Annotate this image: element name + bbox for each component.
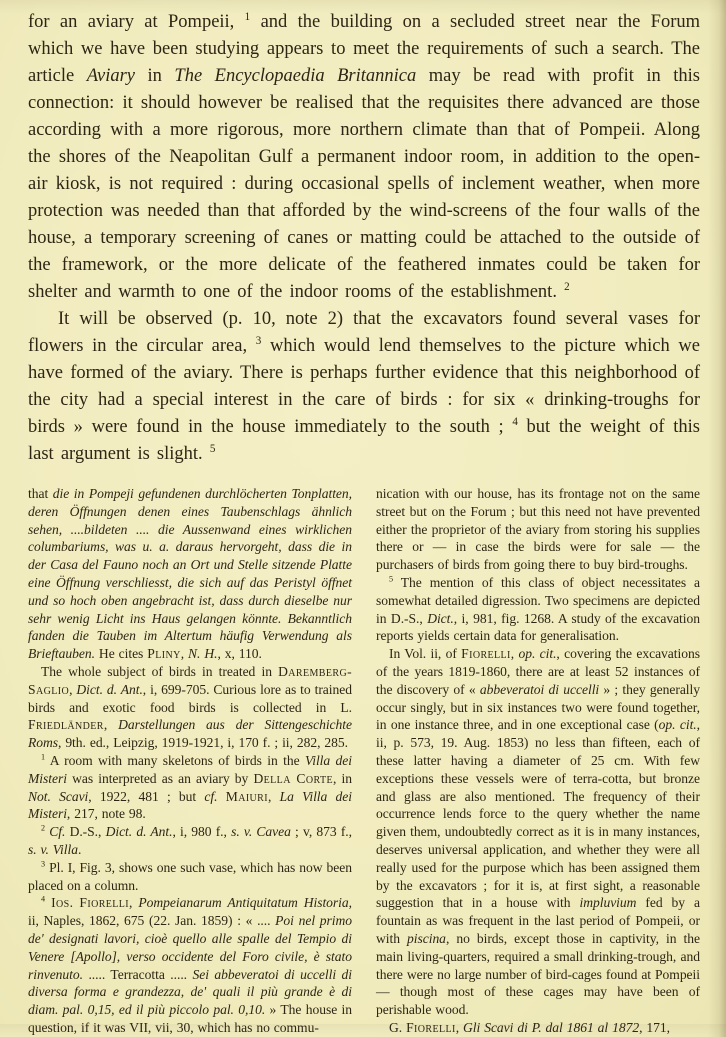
- text-segment: Villa dei Misteri: [28, 752, 353, 786]
- text-segment: The whole subject of birds in treated in: [41, 663, 279, 679]
- text-segment: , 217, note 98.: [66, 806, 146, 822]
- text-segment: may be read with profit in this connection: it should however be realised that the requisites there advanced are those according with a more rigorous, more northern climate than that of Pompeii. Along the shores of the Neapolitan Gulf a permanent indoor room, in addition to the open-air kiosk, is not required : during occasional spells of inclement weather, when more protection was needed than that afforded by the wind-screens of the four walls of the house, a temporary screening of canes or matting could be attached to the outside of the framework, or the more delicate of the feathered inmates could be taken for shelter and warmth to one of the indoor rooms of the establishment.: [28, 66, 700, 302]
- text-segment: ,: [455, 1019, 464, 1035]
- page-text-block: [28, 9, 700, 1037]
- text-segment: for an aviary at Pompeii,: [28, 12, 245, 32]
- text-segment: ,: [69, 681, 77, 697]
- text-segment: Poi nel primo de' designati lavori, cioè quello alle spalle del Tempio di Venere [Apollo], verso occidente del Foro civile, è stato rinvenuto.: [28, 913, 352, 982]
- text-segment: N. H.: [188, 646, 218, 662]
- footnote-5-fiorelli-discussion: [376, 645, 700, 1019]
- footnote-marker: 1: [41, 752, 46, 762]
- text-segment: The Encyclopaedia Britannica: [174, 66, 417, 86]
- text-segment: Gli Scavi di P. dal 1861 al 1872: [463, 1019, 640, 1035]
- text-segment: Not. Scavi: [28, 788, 89, 804]
- footnotes-section: [28, 485, 700, 1037]
- text-segment: Ios.: [51, 895, 74, 911]
- main-text: [28, 9, 700, 468]
- text-segment: , 9th. ed., Leipzig, 1919-1921, i, 170 f. ; ii, 282, 285.: [58, 735, 348, 751]
- text-segment: , 1922, 481 ; but: [88, 788, 205, 804]
- text-segment: but the weight of this last argument is slight.: [28, 417, 700, 464]
- text-segment: ,: [103, 717, 119, 733]
- text-segment: Pompeianarum Antiquitatum Historia: [138, 895, 349, 911]
- footnote-marker: 1: [244, 10, 251, 23]
- text-segment: Daremberg-Saglio: [28, 663, 352, 697]
- text-segment: op. cit.: [518, 646, 557, 662]
- text-segment: abbeveratoi di uccelli: [479, 681, 600, 697]
- text-segment: Dict. d. Ant.: [76, 681, 143, 697]
- text-segment: cf.: [204, 788, 218, 804]
- text-segment: Darstellungen aus der Sittengeschichte Roms: [28, 717, 352, 751]
- footnote-birds-literature: [28, 663, 352, 752]
- main-paragraph-1: [28, 9, 700, 306]
- text-segment: , i, 980 f.,: [172, 824, 232, 840]
- footnote-4-continuation: [376, 485, 700, 574]
- text-segment: , ii, Naples, 1862, 675 (22. Jan. 1859) : « ....: [28, 895, 352, 929]
- text-segment: die in Pompeji gefundenen durchlöcherten Tonplatten, deren Öffnungen denen eines Taubenschlags ähnlich sehen, ....bildeten .... die Aussenwand eines wirklichen columbariums, was u. a. daraus hervorgeht, dass die in der Casa del Fauno noch an Ort und Stelle sitzende Platte eine Öffnung verschliesst, die sich auf das Peristyl öffnet und so hoch oben angebracht ist, dass durch dieselbe nur sehr wenig Licht ins Haus gelangen könnte. Bekanntlich fanden die Tauben im Altertum häufig Verwendung als Brieftauben.: [28, 486, 353, 662]
- main-paragraph-2: [28, 306, 700, 468]
- text-segment: » ; they generally occur singly, but in six instances two were found together, in one instance three, and in one exceptional case (: [376, 681, 701, 733]
- text-segment: , ii, p. 573, 19. Aug. 1853) no less than fifteen, each of these latter having a diameter of 25 cm. With few exceptions these vessels were of terra-cotta, but bronze and glass are also mentioned. The frequency of their occurrence lends force to the query whether the name given them, undoubtedly correct as it is in many instances, deserves universal application, and whether they were all really used for the purpose which has been assigned them by the excavators ; for it is, at first sight, a reasonable suggestion that in a house with: [376, 717, 701, 911]
- footnote-marker: 3: [255, 334, 262, 347]
- text-segment: in: [135, 66, 175, 86]
- text-segment: Fiorelli: [461, 646, 511, 662]
- footnote-marker: 2: [564, 280, 570, 293]
- text-segment: , x, 110.: [217, 646, 262, 662]
- text-segment: It will be observed (p. 10, note 2) that the excavators found several vases for flowers in the circular area,: [28, 309, 700, 356]
- footnote-gli-scavi-reference: [376, 1019, 700, 1037]
- text-segment: was interpreted as an aviary by: [66, 770, 254, 786]
- text-segment: ,: [267, 788, 280, 804]
- text-segment: ,: [180, 646, 189, 662]
- text-segment: Dict.: [427, 610, 454, 626]
- text-segment: Fiorelli: [79, 895, 130, 911]
- text-segment: [217, 789, 225, 804]
- text-segment: , i, 981, fig. 1268. A study of the excavation reports yields certain data for generalisation.: [376, 610, 701, 644]
- footnote-column-right: [376, 485, 700, 1037]
- text-segment: fed by a fountain as was frequent in the last period of Pompeii, or with: [376, 895, 700, 946]
- footnote-2: [28, 823, 352, 859]
- text-segment: Friedländer: [28, 717, 104, 733]
- text-segment: Cf.: [49, 824, 66, 840]
- text-segment: , in: [333, 770, 352, 786]
- footnote-5: [376, 574, 700, 645]
- text-segment: ,: [510, 646, 519, 662]
- text-segment: impluvium: [579, 895, 637, 911]
- text-segment: that: [28, 486, 53, 501]
- footnote-1: [28, 752, 352, 823]
- text-segment: La Villa dei Misteri: [28, 788, 352, 822]
- text-segment: Della Corte: [253, 770, 333, 786]
- text-segment: .: [77, 841, 82, 857]
- footnote-continuation: [28, 485, 352, 663]
- footnote-3: [28, 859, 352, 895]
- footnote-column-left: [28, 485, 352, 1037]
- text-segment: s. v. Cavea: [231, 824, 291, 840]
- text-segment: , no birds, except those in captivity, in the main living-quarters, required a small drinking-trough, and there were no large number of bird-cages found at Pompeii — though most of these cages may have been of perishable wood.: [376, 930, 700, 1018]
- text-segment: ,: [129, 895, 139, 911]
- text-segment: ..... Terracotta .....: [83, 966, 193, 982]
- text-segment: s. v. Villa: [28, 841, 78, 857]
- text-segment: Fiorelli: [406, 1019, 456, 1035]
- text-segment: G.: [389, 1019, 407, 1035]
- footnote-marker: 2: [41, 823, 46, 833]
- text-segment: He cites: [94, 646, 148, 662]
- text-segment: In Vol. ii, of: [389, 646, 462, 662]
- text-segment: A room with many skeletons of birds in the: [45, 752, 305, 768]
- text-segment: op. cit.: [658, 717, 697, 733]
- footnote-4: [28, 894, 352, 1036]
- text-segment: ; v, 873 f.,: [290, 824, 352, 840]
- text-segment: The mention of this class of object necessitates a somewhat detailed digression. Two specimens are depicted in D.-S.,: [376, 574, 700, 626]
- text-segment: Aviary: [86, 66, 136, 86]
- footnote-marker: 4: [512, 415, 518, 428]
- footnote-marker: 5: [209, 442, 216, 455]
- footnote-marker: 3: [41, 859, 46, 869]
- text-segment: , 171,: [639, 1019, 670, 1035]
- text-segment: nication with our house, has its frontage not on the same street but on the Forum ; but this need not have prevented either the proprietor of the aviary from storing his supplies there or — in case the birds were for sale — the purchasers of birds from going there to buy bird-troughs.: [376, 486, 700, 573]
- text-segment: and the building on a secluded street near the Forum which we have been studying appears to meet the requirements of such a search. The article: [28, 12, 700, 86]
- text-segment: Maiuri: [225, 788, 268, 804]
- footnote-marker: 5: [389, 574, 394, 584]
- text-segment: , covering the excavations of the years 1819-1860, there are at least 52 instances of the discovery of «: [376, 646, 700, 697]
- text-segment: » The house in question, if it was VII, vii, 30, which has no commu-: [28, 1002, 352, 1035]
- text-segment: Sei abbeveratoi di uccelli di diversa forma e grandezza, de' quali il più grande è di diam. pal. 0,15, ed il più piccolo pal. 0,10.: [28, 966, 352, 1018]
- footnote-marker: 4: [41, 894, 46, 904]
- text-segment: Pl. I, Fig. 3, shows one such vase, which has now been placed on a column.: [28, 859, 352, 893]
- text-segment: Dict. d. Ant.: [105, 824, 173, 840]
- text-segment: , i, 699-705. Curious lore as to trained birds and exotic food birds is collected in L.: [28, 681, 352, 715]
- text-segment: D.-S.,: [65, 824, 106, 840]
- text-segment: Pliny: [147, 646, 181, 662]
- text-segment: piscina: [407, 930, 446, 946]
- text-segment: which would lend themselves to the picture which we have formed of the aviary. There is perhaps further evidence that this neighborhood of the city had a special interest in the care of birds : for six « drinking-troughs for birds » were found in the house immediately to the south ;: [28, 336, 700, 437]
